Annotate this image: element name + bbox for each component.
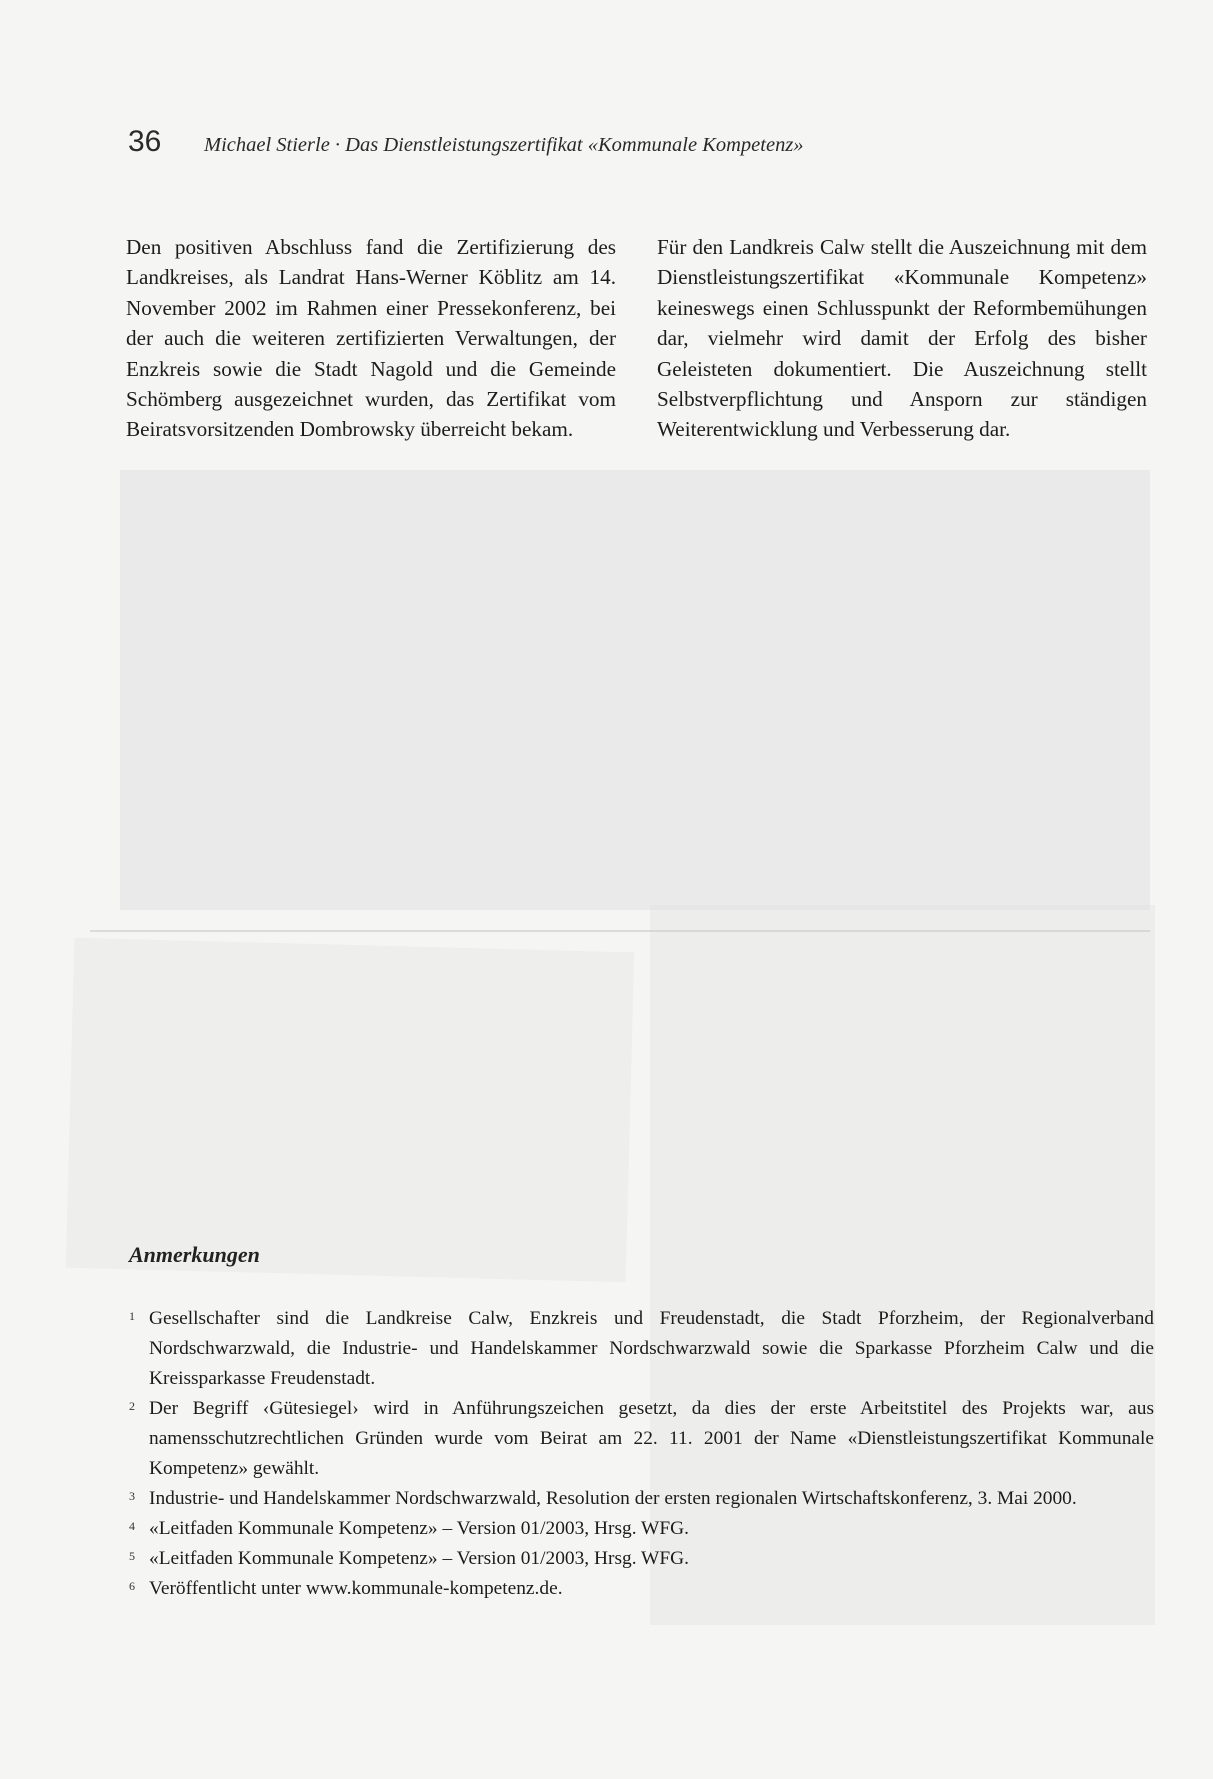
running-title: Michael Stierle · Das Dienstleistungszertifikat «Kommunale Kompetenz» <box>204 134 804 156</box>
body-column-right: Für den Landkreis Calw stellt die Auszeichnung mit dem Dienstleistungszertifikat «Kommunale Kompetenz» keineswegs einen Schlusspunkt der Reformbemühungen dar, vielmehr wird damit der Erfolg des bisher Geleisteten dokumentiert. Die Auszeichnung stellt Selbstverpflichtung und Ansporn zur ständigen Weiterentwicklung und Verbesserung dar. <box>657 235 1147 442</box>
note-item <box>129 1514 1154 1544</box>
note-text: Industrie- und Handelskammer Nordschwarzwald, Resolution der ersten regionalen Wirtschaftskonferenz, 3. Mai 2000. <box>149 1488 1077 1509</box>
note-number: 2 <box>129 1399 135 1413</box>
note-text: Veröffentlicht unter www.kommunale-kompetenz.de. <box>149 1578 563 1599</box>
note-text: «Leitfaden Kommunale Kompetenz» – Version 01/2003, Hrsg. WFG. <box>149 1518 689 1539</box>
notes-list <box>129 1304 1154 1604</box>
show-through-image <box>120 470 1150 910</box>
notes-heading: Anmerkungen <box>129 1242 260 1267</box>
show-through-rule <box>90 930 1150 932</box>
show-through-document <box>66 938 634 1283</box>
note-text: Der Begriff ‹Gütesiegel› wird in Anführungszeichen gesetzt, da dies der erste Arbeitstitel des Projekts war, aus namensschutzrechtlichen Gründen wurde vom Beirat am 22. 11. 2001 der Name «Dienstleistungszertifikat Kommunale Kompetenz» gewählt. <box>149 1398 1154 1479</box>
note-number: 4 <box>129 1519 135 1533</box>
note-number: 5 <box>129 1549 135 1563</box>
note-number: 3 <box>129 1489 135 1503</box>
page-number: 36 <box>128 125 162 158</box>
body-column-left: Den positiven Abschluss fand die Zertifizierung des Landkreises, als Landrat Hans-Werner Köblitz am 14. November 2002 im Rahmen einer Pressekonferenz, bei der auch die weiteren zertifizierten Verwaltungen, der Enzkreis sowie die Stadt Nagold und die Gemeinde Schömberg ausgezeichnet wurden, das Zertifikat vom Beiratsvorsitzenden Dombrowsky überreicht bekam. <box>126 235 616 442</box>
note-item <box>129 1574 1154 1604</box>
running-head <box>128 125 1168 165</box>
note-item <box>129 1304 1154 1394</box>
note-number: 1 <box>129 1309 135 1323</box>
note-item <box>129 1484 1154 1514</box>
note-item <box>129 1544 1154 1574</box>
note-item <box>129 1394 1154 1484</box>
note-text: Gesellschafter sind die Landkreise Calw, Enzkreis und Freudenstadt, die Stadt Pforzheim, der Regionalverband Nordschwarzwald, die Industrie- und Handelskammer Nordschwarzwald sowie die Sparkasse Pforzheim Calw und die Kreissparkasse Freudenstadt. <box>149 1308 1154 1389</box>
note-text: «Leitfaden Kommunale Kompetenz» – Version 01/2003, Hrsg. WFG. <box>149 1548 689 1569</box>
note-number: 6 <box>129 1579 135 1593</box>
